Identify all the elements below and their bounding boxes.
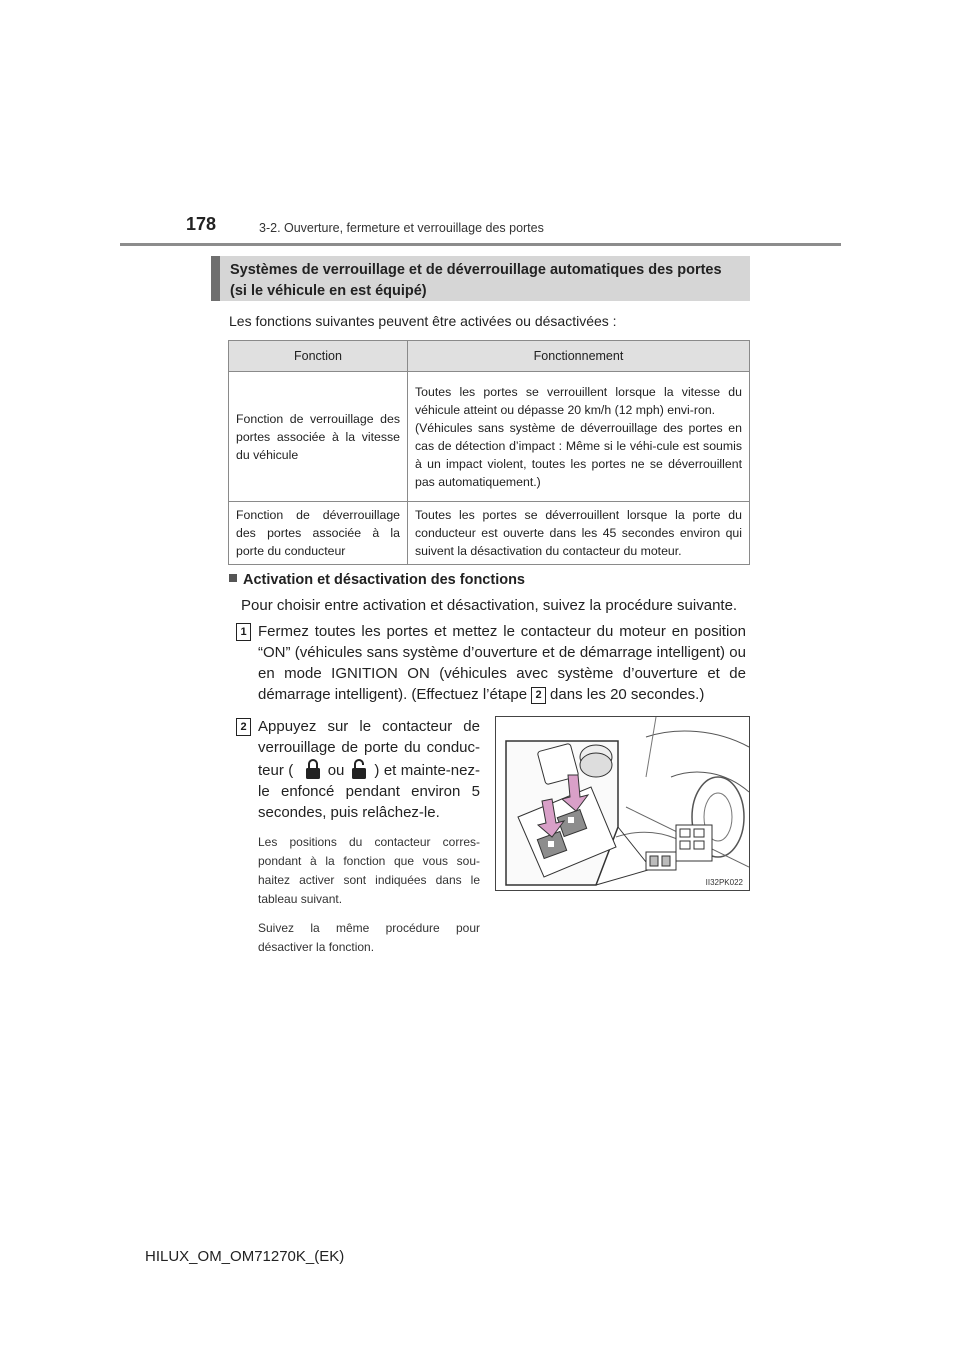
subsection-heading xyxy=(229,572,525,588)
step-1-text-main: Fermez toutes les portes et mettez le contacteur du moteur en position “ON” (véhicules sans système d’ouverture et de démarrage intelligent) ou en mode IGNITION ON (véhicules avec système d’ouverture et de démarrage intelligent). (Effectuez l’étape xyxy=(258,623,746,703)
step-2-reference-badge: 2 xyxy=(531,687,546,704)
subsection-heading-text: Activation et désactivation des fonctions xyxy=(243,572,525,588)
table-cell-function: Fonction de déverrouillage des portes associée à la porte du conducteur xyxy=(229,502,408,565)
step-2-text-or: ou xyxy=(327,762,345,779)
step-1-text xyxy=(258,621,746,705)
step-2-note-deactivate: Suivez la même procédure pour désactiver la fonction. xyxy=(258,921,480,954)
topic-title-line2: (si le véhicule en est équipé) xyxy=(230,283,427,299)
topic-box-title xyxy=(211,256,750,301)
table-cell-operation: Toutes les portes se déverrouillent lorsque la porte du conducteur est ouverte dans les 45 secondes environ qui suivent la désactivation du contacteur du moteur. xyxy=(408,502,750,565)
table-cell-operation xyxy=(408,372,750,502)
step-2-text-b: ) et mainte-nez-le enfoncé pendant environ 5 secondes, puis relâchez-le. xyxy=(258,762,480,821)
table-header-operation: Fonctionnement xyxy=(408,341,750,372)
section-title: 3-2. Ouverture, fermeture et verrouillage des portes xyxy=(259,221,544,235)
topic-title-line1: Systèmes de verrouillage et de déverrouillage automatiques des portes xyxy=(230,262,722,278)
unlock-icon xyxy=(350,758,368,780)
table-header-row xyxy=(229,341,750,372)
page-number: 178 xyxy=(186,214,217,234)
footer-manual-code: HILUX_OM_OM71270K_(EK) xyxy=(145,1248,345,1265)
step-1-badge: 1 xyxy=(236,623,251,641)
step-1-text-end: dans les 20 secondes.) xyxy=(550,686,705,703)
table-header-function: Fonction xyxy=(229,341,408,372)
procedure-lead: Pour choisir entre activation et désactivation, suivez la procédure suivante. xyxy=(241,597,738,614)
lock-icon xyxy=(304,758,322,780)
table-cell-function: Fonction de verrouillage des portes associée à la vitesse du véhicule xyxy=(229,372,408,502)
table-row xyxy=(229,372,750,502)
functions-table xyxy=(228,340,750,565)
step-2-badge: 2 xyxy=(236,718,251,736)
figure-code: II32PK022 xyxy=(705,878,743,887)
square-bullet-icon xyxy=(229,574,237,582)
intro-text: Les fonctions suivantes peuvent être activées ou désactivées : xyxy=(229,313,617,329)
step-2-text xyxy=(258,716,480,957)
illustration-drawing xyxy=(496,717,749,890)
table-row xyxy=(229,502,750,565)
step-2-text-a: Appuyez sur le contacteur de verrouillage de porte du conduc-teur ( xyxy=(258,718,480,779)
header-divider xyxy=(120,243,841,246)
operation-text: Toutes les portes se verrouillent lorsque la vitesse du véhicule atteint ou dépasse 20 km/h (12 mph) envi-ron. xyxy=(415,384,742,417)
operation-text: (Véhicules sans système de déverrouillage des portes en cas de détection d’impact : Même si le véhi-cule est soumis à un impact violent, toutes les portes ne se déverrouillent pas automatiquement.) xyxy=(415,420,742,489)
step-2-note-positions: Les positions du contacteur corres-pondant à la fonction que vous sou-haitez activer sont indiquées dans le tableau suivant. xyxy=(258,835,480,906)
door-lock-switch-illustration xyxy=(495,716,750,891)
